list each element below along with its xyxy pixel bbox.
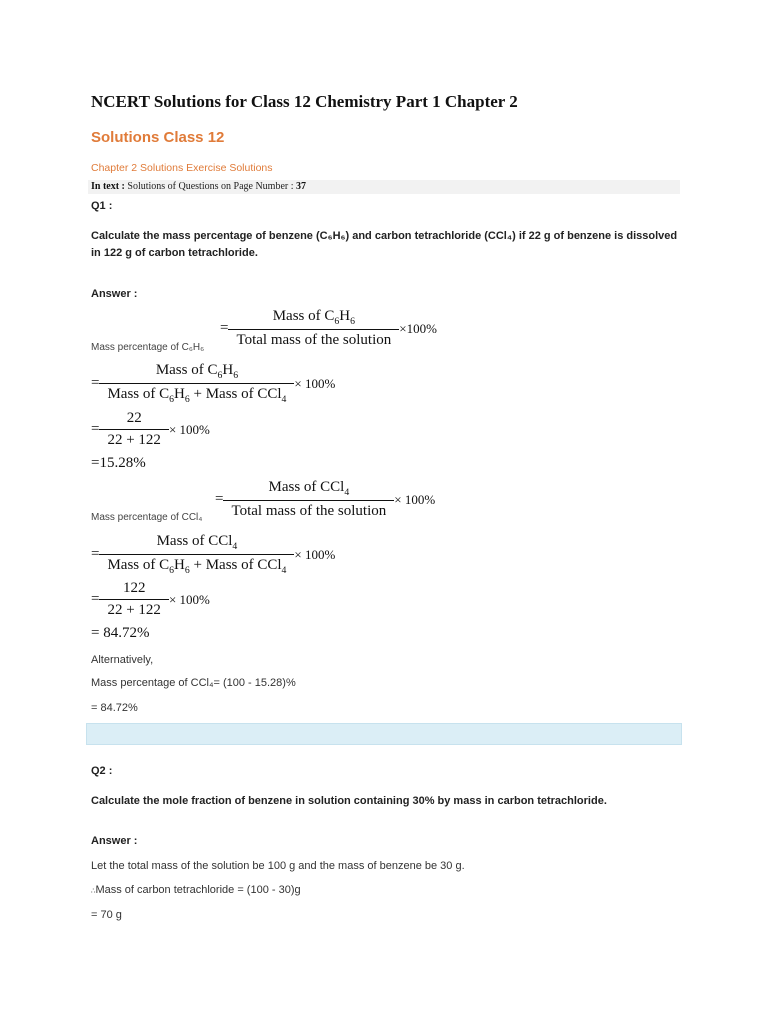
q2-question: Calculate the mole fraction of benzene in solution containing 30% by mass in carbon tetrachloride. <box>91 795 607 807</box>
benzene-expanded-equation: = $\frac{Mass of C_6H_6}{Mass of C_6H_6 + Mass of CCl_4}$ × 100% <box>91 362 336 405</box>
q2-line-1: Let the total mass of the solution be 100 g and the mass of benzene be 30 g. <box>91 860 465 872</box>
benzene-numeric-equation: = $\frac{22}{22 + 122}$ × 100% <box>91 410 210 448</box>
benzene-def-equation: = $\frac{Mass of C_6H_6}{\text{Total mass of the solution}}$ ×100% <box>220 308 437 348</box>
intext-bar <box>88 180 680 194</box>
intext-page-number: 37 <box>296 181 306 192</box>
alternative-result: = 84.72% <box>91 702 138 714</box>
ccl4-expanded-equation: = $\frac{Mass of CCl_4}{Mass of C_6H_6 + Mass of CCl_4}$ × 100% <box>91 533 336 576</box>
ccl4-numeric-equation: = $\frac{122}{22 + 122}$ × 100% <box>91 580 210 618</box>
ccl4-label: Mass percentage of CCl₄ <box>91 512 203 523</box>
benzene-result: =15.28% <box>91 455 146 471</box>
page-title: NCERT Solutions for Class 12 Chemistry Part 1 Chapter 2 <box>91 92 518 111</box>
alternatively-text: Alternatively, <box>91 654 154 666</box>
ccl4-def-equation: = $\frac{Mass of CCl_4}{\text{Total mass of the solution}}$ × 100% <box>215 479 436 519</box>
q1-label: Q1 : <box>91 200 113 212</box>
q2-line-3: = 70 g <box>91 909 122 921</box>
q1-question: Calculate the mass percentage of benzene (C₆H₆) and carbon tetrachloride (CCl₄) if 22 g of benzene is dissolved in 122 g of carbon tetrachloride. <box>91 230 678 259</box>
q2-line-2: ∴Mass of carbon tetrachloride = (100 - 30)g <box>91 884 301 896</box>
intext-text: Solutions of Questions on Page Number : <box>127 181 294 192</box>
q1-answer-label: Answer : <box>91 288 138 300</box>
section-subtitle: Solutions Class 12 <box>91 129 225 146</box>
chapter-link[interactable]: Chapter 2 Solutions Exercise Solutions <box>91 162 273 174</box>
benzene-label: Mass percentage of C₆H₆ <box>91 342 205 353</box>
q2-label: Q2 : <box>91 765 113 777</box>
ccl4-result: = 84.72% <box>91 625 150 641</box>
therefore-symbol: ∴ <box>91 888 96 895</box>
intext-label: In text : <box>91 181 125 192</box>
q2-answer-label: Answer : <box>91 835 138 847</box>
ad-banner[interactable] <box>86 723 682 745</box>
alternative-calculation: Mass percentage of CCl₄= (100 - 15.28)% <box>91 677 296 689</box>
